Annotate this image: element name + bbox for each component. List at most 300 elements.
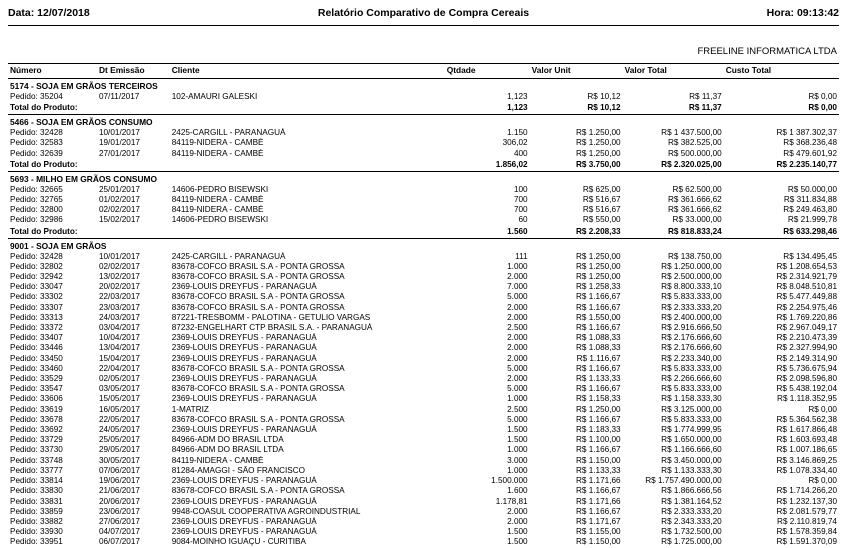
table-cell: 2.000 bbox=[507, 312, 528, 322]
table-row[interactable] bbox=[8, 486, 839, 496]
table-row[interactable] bbox=[8, 374, 839, 384]
product-total-label: Total do Produto: bbox=[10, 226, 78, 236]
table-cell: R$ 1.183,33 bbox=[575, 425, 621, 435]
table-cell: R$ 1.725.000,00 bbox=[661, 537, 722, 547]
table-row[interactable] bbox=[8, 303, 839, 313]
table-cell: 1,123 bbox=[507, 92, 528, 101]
table-row[interactable] bbox=[8, 517, 839, 527]
table-cell: Pedido: 33606 bbox=[10, 394, 63, 404]
table-cell: 10/01/2017 bbox=[98, 251, 140, 261]
table-cell: R$ 1.133,33 bbox=[575, 465, 621, 475]
table-cell: R$ 2.081.579,77 bbox=[776, 506, 837, 516]
table-cell: 2.000 bbox=[507, 333, 528, 343]
table-cell: R$ 1.116,67 bbox=[576, 353, 621, 363]
table-cell: 24/05/2017 bbox=[98, 425, 140, 435]
table-cell: R$ 361.666,62 bbox=[667, 205, 722, 215]
table-cell: R$ 1.250,00 bbox=[575, 251, 621, 261]
table-cell: R$ 1.250,00 bbox=[575, 272, 621, 282]
table-cell: R$ 1.118.352,95 bbox=[777, 394, 837, 404]
product-total-value: R$ 633.298,46 bbox=[783, 226, 837, 236]
product-group-header bbox=[8, 238, 839, 252]
table-cell: Pedido: 33692 bbox=[10, 425, 63, 435]
table-cell: Pedido: 32639 bbox=[10, 148, 63, 158]
table-cell: 02/05/2017 bbox=[98, 374, 140, 384]
table-cell: 24/03/2017 bbox=[98, 312, 140, 322]
table-cell: R$ 1.550,00 bbox=[575, 312, 621, 322]
table-cell: 19/06/2017 bbox=[98, 476, 140, 486]
column-header-qtdade: Qtdade bbox=[445, 64, 530, 79]
table-cell: R$ 2.149.314,90 bbox=[776, 353, 837, 363]
product-total-value: R$ 2.208,33 bbox=[575, 226, 621, 236]
table-cell: R$ 1.650.000,00 bbox=[661, 435, 722, 445]
table-cell: R$ 550,00 bbox=[582, 215, 621, 225]
product-group-header bbox=[8, 115, 839, 129]
table-cell: 22/04/2017 bbox=[98, 363, 140, 373]
table-cell: R$ 3.125.000,00 bbox=[661, 404, 722, 414]
table-cell: 15/02/2017 bbox=[98, 215, 140, 225]
table-cell: 10/04/2017 bbox=[98, 333, 140, 343]
table-cell: Pedido: 33529 bbox=[10, 374, 63, 384]
table-row[interactable] bbox=[8, 272, 839, 282]
table-cell: R$ 1.171,66 bbox=[575, 476, 621, 486]
table-cell: Pedido: 33729 bbox=[10, 435, 63, 445]
table-cell: 2425-CARGILL - PARANAGUÁ bbox=[171, 128, 286, 138]
table-cell: R$ 500.000,00 bbox=[667, 148, 722, 158]
product-total-row bbox=[8, 102, 839, 115]
table-cell: 2369-LOUIS DREYFUS - PARANAGUÁ bbox=[171, 425, 317, 435]
table-cell: 2.000 bbox=[507, 353, 528, 363]
table-cell: Pedido: 33407 bbox=[10, 333, 63, 343]
table-row[interactable] bbox=[8, 354, 839, 364]
table-cell: R$ 2.333.333,20 bbox=[661, 506, 722, 516]
table-cell: 01/02/2017 bbox=[98, 195, 140, 205]
table-cell: Pedido: 33748 bbox=[10, 455, 63, 465]
table-cell: R$ 5.364.562,38 bbox=[776, 414, 837, 424]
table-cell: R$ 1.007.186,65 bbox=[776, 445, 837, 455]
table-cell: R$ 50.000,00 bbox=[787, 184, 837, 194]
product-total-row bbox=[8, 226, 839, 239]
table-cell: Pedido: 33882 bbox=[10, 516, 63, 526]
table-row[interactable] bbox=[8, 435, 839, 445]
table-cell: R$ 368.236,48 bbox=[783, 138, 837, 148]
table-row[interactable] bbox=[8, 292, 839, 302]
table-cell: 04/07/2017 bbox=[98, 527, 140, 537]
table-row[interactable] bbox=[8, 215, 839, 225]
table-cell: 2.000 bbox=[507, 272, 528, 282]
table-cell: 02/02/2017 bbox=[98, 205, 140, 215]
table-cell: 84966-ADM DO BRASIL LTDA bbox=[171, 435, 284, 445]
table-cell: Pedido: 33302 bbox=[10, 292, 63, 302]
table-cell: R$ 1.100,00 bbox=[575, 435, 621, 445]
table-row[interactable] bbox=[8, 343, 839, 353]
table-row[interactable] bbox=[8, 405, 839, 415]
table-cell: R$ 3.450.000,00 bbox=[661, 455, 722, 465]
product-total-value: 1.560 bbox=[507, 226, 528, 236]
table-cell: R$ 1.250,00 bbox=[575, 261, 621, 271]
table-cell: Pedido: 33814 bbox=[10, 476, 63, 486]
table-cell: 25/01/2017 bbox=[98, 184, 140, 194]
table-cell: R$ 1.732.500,00 bbox=[661, 527, 722, 537]
column-header-dt-emissao: Dt Emissão bbox=[97, 64, 170, 79]
table-cell: Pedido: 33619 bbox=[10, 404, 63, 414]
table-cell: R$ 2.233.340,00 bbox=[661, 353, 722, 363]
table-row[interactable] bbox=[8, 507, 839, 517]
table-row[interactable] bbox=[8, 456, 839, 466]
table-cell: R$ 21.999,78 bbox=[787, 215, 837, 225]
table-cell: R$ 625,00 bbox=[582, 184, 621, 194]
table-cell: 1.500 bbox=[507, 527, 528, 537]
table-cell: R$ 1.617.866,48 bbox=[776, 425, 837, 435]
table-cell: R$ 1.155,00 bbox=[575, 527, 621, 537]
table-cell: R$ 1.133,33 bbox=[575, 374, 621, 384]
table-cell: 87221-TRESBOMM - PALOTINA - GETULIO VARGAS bbox=[171, 312, 371, 322]
table-row[interactable] bbox=[8, 425, 839, 435]
table-cell: 102-AMAURI GALESKI bbox=[171, 92, 258, 101]
table-cell: 1.500.000 bbox=[491, 476, 528, 486]
table-cell: Pedido: 32942 bbox=[10, 272, 63, 282]
table-cell: R$ 10,12 bbox=[587, 92, 621, 101]
company-name: FREELINE INFORMATICA LTDA bbox=[697, 46, 837, 57]
table-cell: 87232-ENGELHART CTP BRASIL S.A. - PARANAGUÁ bbox=[171, 323, 373, 333]
table-cell: R$ 1.158,33 bbox=[575, 394, 621, 404]
table-row[interactable] bbox=[8, 476, 839, 486]
product-total-value: R$ 2.320.025,00 bbox=[661, 159, 722, 169]
table-cell: R$ 2.210.473,39 bbox=[776, 333, 837, 343]
table-cell: 20/06/2017 bbox=[98, 496, 140, 506]
table-cell: R$ 62.500,00 bbox=[672, 184, 722, 194]
table-cell: R$ 1.166,67 bbox=[575, 506, 621, 516]
table-cell: 83678-COFCO BRASIL S.A - PONTA GROSSA bbox=[171, 486, 345, 496]
table-cell: R$ 1.381.164,52 bbox=[661, 496, 722, 506]
table-cell: 15/05/2017 bbox=[98, 394, 140, 404]
report-time: Hora: 09:13:42 bbox=[766, 7, 839, 19]
table-cell: Pedido: 32428 bbox=[10, 251, 63, 261]
table-cell: R$ 1 387.302,37 bbox=[776, 128, 837, 138]
table-cell: R$ 1.774.999,95 bbox=[661, 425, 722, 435]
table-cell: 5.000 bbox=[507, 384, 528, 394]
table-cell: R$ 1.088,33 bbox=[575, 343, 621, 353]
table-cell: R$ 1.166,67 bbox=[575, 414, 621, 424]
table-cell: 2.000 bbox=[507, 343, 528, 353]
table-cell: R$ 5.477.449,88 bbox=[776, 292, 837, 302]
table-cell: 07/06/2017 bbox=[98, 465, 140, 475]
table-cell: R$ 1.591.370,09 bbox=[776, 537, 837, 547]
table-cell: 84119-NIDERA - CAMBÉ bbox=[171, 148, 264, 158]
table-cell: R$ 2.254.975,46 bbox=[776, 302, 837, 312]
table-cell: 23/03/2017 bbox=[98, 302, 140, 312]
table-cell: R$ 138.750,00 bbox=[667, 251, 722, 261]
table-cell: Pedido: 33450 bbox=[10, 353, 63, 363]
product-total-value: R$ 10,12 bbox=[587, 103, 621, 113]
table-row[interactable] bbox=[8, 537, 839, 547]
table-cell: R$ 1.250.000,00 bbox=[661, 261, 722, 271]
table-cell: Pedido: 33307 bbox=[10, 302, 63, 312]
product-group-title: 9001 - SOJA EM GRÃOS bbox=[8, 238, 839, 252]
table-cell: R$ 249.463,80 bbox=[783, 205, 837, 215]
table-row[interactable] bbox=[8, 252, 839, 262]
table-cell: R$ 1.250,00 bbox=[575, 138, 621, 148]
table-cell: Pedido: 33460 bbox=[10, 363, 63, 373]
table-cell: R$ 1.258,33 bbox=[575, 282, 621, 292]
table-cell: 07/11/2017 bbox=[98, 92, 140, 101]
table-cell: 22/03/2017 bbox=[98, 292, 140, 302]
table-cell: R$ 1.208.654,53 bbox=[776, 261, 837, 271]
table-row[interactable] bbox=[8, 384, 839, 394]
table-cell: R$ 1.166,67 bbox=[575, 292, 621, 302]
table-cell: 14606-PEDRO BISEWSKI bbox=[171, 184, 269, 194]
column-header-valor-unit: Valor Unit bbox=[530, 64, 623, 79]
table-cell: Pedido: 33313 bbox=[10, 312, 63, 322]
table-cell: 84119-NIDERA - CAMBÉ bbox=[171, 138, 264, 148]
table-cell: Pedido: 33830 bbox=[10, 486, 63, 496]
table-cell: R$ 11,37 bbox=[689, 92, 722, 101]
table-cell: 13/02/2017 bbox=[98, 272, 140, 282]
table-cell: 1.500 bbox=[507, 537, 528, 547]
table-cell: R$ 516,67 bbox=[582, 195, 621, 205]
product-group-title: 5174 - SOJA EM GRÃOS TERCEIROS bbox=[10, 81, 158, 91]
table-cell: R$ 479.601,92 bbox=[783, 148, 837, 158]
table-cell: R$ 2.400.000,00 bbox=[661, 312, 722, 322]
table-cell: 02/02/2017 bbox=[98, 261, 140, 271]
table-row[interactable] bbox=[8, 394, 839, 404]
table-row[interactable] bbox=[8, 138, 839, 148]
table-cell: R$ 3.146.869,25 bbox=[776, 455, 837, 465]
table-cell: 2369-LOUIS DREYFUS - PARANAGUÁ bbox=[171, 374, 317, 384]
table-cell: Pedido: 33859 bbox=[10, 506, 63, 516]
column-header-valor-total: Valor Total bbox=[623, 64, 724, 79]
table-cell: R$ 1.166.666,60 bbox=[661, 445, 722, 455]
table-cell: R$ 1.166,67 bbox=[575, 486, 621, 496]
table-cell: 700 bbox=[513, 205, 528, 215]
table-row[interactable] bbox=[8, 497, 839, 507]
report-date: Data: 12/07/2018 bbox=[8, 7, 90, 19]
table-cell: 83678-COFCO BRASIL S.A - PONTA GROSSA bbox=[171, 384, 345, 394]
table-row[interactable] bbox=[8, 262, 839, 272]
table-cell: R$ 1.866.666,56 bbox=[661, 486, 722, 496]
table-cell: 83678-COFCO BRASIL S.A - PONTA GROSSA bbox=[171, 302, 345, 312]
table-cell: 30/05/2017 bbox=[98, 455, 140, 465]
table-cell: 81284-AMAGGI - SÃO FRANCISCO bbox=[171, 465, 306, 475]
table-cell: Pedido: 33831 bbox=[10, 496, 63, 506]
table-cell: 2.500 bbox=[507, 404, 528, 414]
table-row[interactable] bbox=[8, 415, 839, 425]
table-cell: R$ 1.166,67 bbox=[575, 384, 621, 394]
table-cell: R$ 5.833.333,00 bbox=[661, 363, 722, 373]
table-cell: R$ 5.833.333,00 bbox=[661, 292, 722, 302]
column-header-cliente: Cliente bbox=[170, 64, 445, 79]
document-header bbox=[8, 0, 839, 19]
table-cell: R$ 1.250,00 bbox=[575, 148, 621, 158]
product-group-title: 5693 - MILHO EM GRÃOS CONSUMO bbox=[8, 171, 839, 185]
table-cell: 23/06/2017 bbox=[98, 506, 140, 516]
table-cell: R$ 2.343.333,20 bbox=[661, 516, 722, 526]
table-cell: R$ 516,67 bbox=[582, 205, 621, 215]
table-cell: R$ 1.250,00 bbox=[575, 404, 621, 414]
product-group-title: 5466 - SOJA EM GRÃOS CONSUMO bbox=[8, 115, 839, 129]
table-header-row bbox=[8, 64, 839, 79]
table-cell: R$ 382.525,00 bbox=[667, 138, 722, 148]
table-cell: 306,02 bbox=[502, 138, 528, 148]
table-cell: 1.500 bbox=[507, 425, 528, 435]
table-cell: 25/05/2017 bbox=[98, 435, 140, 445]
table-cell: 1.178,81 bbox=[495, 496, 528, 506]
table-cell: R$ 1.232.137,30 bbox=[776, 496, 837, 506]
table-cell: 2369-LOUIS DREYFUS - PARANAGUÁ bbox=[171, 394, 317, 404]
table-cell: Pedido: 32765 bbox=[10, 195, 63, 205]
table-cell: R$ 2.314.921,79 bbox=[776, 272, 837, 282]
table-cell: 2369-LOUIS DREYFUS - PARANAGUÁ bbox=[171, 516, 317, 526]
table-cell: R$ 1.166,67 bbox=[575, 302, 621, 312]
column-header-numero: Número bbox=[8, 64, 97, 79]
table-row[interactable] bbox=[8, 149, 839, 159]
table-cell: 13/04/2017 bbox=[98, 343, 140, 353]
table-cell: 9084-MOINHO IGUAÇU - CURITIBA bbox=[171, 537, 306, 547]
table-cell: R$ 1.133.333,30 bbox=[661, 465, 722, 475]
product-group-header bbox=[8, 171, 839, 185]
product-total-value: R$ 3.750,00 bbox=[575, 159, 621, 169]
table-cell: 2369-LOUIS DREYFUS - PARANAGUÁ bbox=[171, 282, 317, 292]
table-cell: R$ 5.833.333,00 bbox=[661, 384, 722, 394]
table-cell: 29/05/2017 bbox=[98, 445, 140, 455]
table-cell: 27/06/2017 bbox=[98, 516, 140, 526]
table-cell: 700 bbox=[513, 195, 528, 205]
table-row[interactable] bbox=[8, 92, 839, 102]
table-cell: Pedido: 32986 bbox=[10, 215, 63, 225]
table-cell: R$ 1.250,00 bbox=[575, 128, 621, 138]
table-cell: R$ 1.578.359,84 bbox=[776, 527, 837, 537]
table-row[interactable] bbox=[8, 323, 839, 333]
table-row[interactable] bbox=[8, 364, 839, 374]
table-cell: R$ 2.967.049,17 bbox=[776, 323, 837, 333]
table-cell: R$ 361.666,62 bbox=[667, 195, 722, 205]
table-cell: R$ 2.333.333,20 bbox=[661, 302, 722, 312]
table-row[interactable] bbox=[8, 282, 839, 292]
table-cell: 7.000 bbox=[507, 282, 528, 292]
report-table bbox=[8, 63, 839, 548]
table-cell: 1.600 bbox=[507, 486, 528, 496]
table-cell: 06/07/2017 bbox=[98, 537, 140, 547]
table-row[interactable] bbox=[8, 195, 839, 205]
table-row[interactable] bbox=[8, 313, 839, 323]
table-row[interactable] bbox=[8, 333, 839, 343]
table-cell: R$ 1.166,67 bbox=[575, 445, 621, 455]
product-total-value: R$ 11,37 bbox=[688, 103, 722, 113]
product-total-value: 1,123 bbox=[507, 103, 528, 113]
table-cell: 16/05/2017 bbox=[98, 404, 140, 414]
table-cell: 83678-COFCO BRASIL S.A - PONTA GROSSA bbox=[171, 414, 345, 424]
table-cell: Pedido: 33678 bbox=[10, 414, 63, 424]
table-cell: 1-MATRIZ bbox=[171, 404, 209, 414]
table-row[interactable] bbox=[8, 466, 839, 476]
table-cell: 84966-ADM DO BRASIL LTDA bbox=[171, 445, 284, 455]
table-row[interactable] bbox=[8, 205, 839, 215]
table-cell: R$ 33.000,00 bbox=[672, 215, 722, 225]
table-cell: R$ 1.757.490.000,00 bbox=[645, 476, 722, 486]
table-cell: Pedido: 33951 bbox=[10, 537, 63, 547]
table-cell: 84119-NIDERA - CAMBÉ bbox=[171, 455, 264, 465]
table-cell: R$ 1.171,67 bbox=[575, 516, 621, 526]
table-cell: R$ 311.834,88 bbox=[783, 195, 837, 205]
table-cell: 1.500 bbox=[507, 435, 528, 445]
table-cell: 1.000 bbox=[507, 261, 528, 271]
table-cell: R$ 1.166,67 bbox=[575, 323, 621, 333]
table-cell: 20/02/2017 bbox=[98, 282, 140, 292]
product-total-label: Total do Produto: bbox=[10, 103, 78, 113]
table-cell: 1.000 bbox=[507, 394, 528, 404]
table-cell: 2369-LOUIS DREYFUS - PARANAGUÁ bbox=[171, 333, 317, 343]
table-cell: 2.500 bbox=[507, 323, 528, 333]
table-cell: R$ 0,00 bbox=[808, 92, 837, 101]
table-row[interactable] bbox=[8, 185, 839, 195]
table-cell: 83678-COFCO BRASIL S.A - PONTA GROSSA bbox=[171, 272, 345, 282]
table-cell: 2.000 bbox=[507, 516, 528, 526]
table-cell: R$ 5.833.333,00 bbox=[661, 414, 722, 424]
header-divider bbox=[8, 25, 839, 26]
table-cell: 83678-COFCO BRASIL S.A - PONTA GROSSA bbox=[171, 261, 345, 271]
table-cell: R$ 1.171,66 bbox=[575, 496, 621, 506]
table-cell: 5.000 bbox=[507, 363, 528, 373]
table-cell: Pedido: 32802 bbox=[10, 261, 63, 271]
table-cell: R$ 2.916.666,50 bbox=[661, 323, 722, 333]
table-cell: 2.000 bbox=[507, 302, 528, 312]
table-cell: R$ 1.150,00 bbox=[575, 455, 621, 465]
product-total-value: R$ 0,00 bbox=[808, 103, 837, 113]
table-header bbox=[8, 64, 839, 79]
table-row[interactable] bbox=[8, 527, 839, 537]
report-title: Relatório Comparativo de Compra Cereais bbox=[317, 7, 530, 19]
table-cell: R$ 2.110.819,74 bbox=[777, 516, 837, 526]
table-cell: R$ 5.736.675,94 bbox=[776, 363, 837, 373]
column-header-custo-total: Custo Total bbox=[724, 64, 839, 79]
table-cell: 60 bbox=[518, 215, 528, 225]
table-cell: R$ 1 437.500,00 bbox=[661, 128, 722, 138]
table-cell: R$ 8.800.333,10 bbox=[661, 282, 722, 292]
product-group-header bbox=[8, 79, 839, 93]
table-cell: Pedido: 33730 bbox=[10, 445, 63, 455]
table-cell: 83678-COFCO BRASIL S.A - PONTA GROSSA bbox=[171, 363, 345, 373]
product-total-row bbox=[8, 159, 839, 172]
table-cell: 03/04/2017 bbox=[98, 323, 140, 333]
table-cell: 100 bbox=[513, 184, 528, 194]
table-cell: R$ 1.158.333,30 bbox=[661, 394, 722, 404]
table-cell: 111 bbox=[515, 251, 528, 261]
table-cell: 400 bbox=[513, 148, 528, 158]
table-cell: 5.000 bbox=[507, 292, 528, 302]
table-cell: R$ 8.048.510,81 bbox=[776, 282, 837, 292]
table-cell: R$ 1.078.334,40 bbox=[776, 465, 837, 475]
table-cell: 21/06/2017 bbox=[98, 486, 140, 496]
table-cell: 19/01/2017 bbox=[98, 138, 140, 148]
table-cell: Pedido: 32428 bbox=[10, 128, 63, 138]
table-cell: 2369-LOUIS DREYFUS - PARANAGUÁ bbox=[171, 496, 317, 506]
table-cell: 10/01/2017 bbox=[98, 128, 140, 138]
table-cell: R$ 2.500.000,00 bbox=[661, 272, 722, 282]
table-cell: R$ 2.176.666,60 bbox=[661, 343, 722, 353]
table-cell: 14606-PEDRO BISEWSKI bbox=[171, 215, 269, 225]
table-cell: R$ 1.769.220,86 bbox=[776, 312, 837, 322]
table-cell: 27/01/2017 bbox=[98, 148, 140, 158]
table-cell: 2369-LOUIS DREYFUS - PARANAGUÁ bbox=[171, 353, 317, 363]
table-row[interactable] bbox=[8, 445, 839, 455]
table-cell: Pedido: 33446 bbox=[10, 343, 63, 353]
table-cell: 2369-LOUIS DREYFUS - PARANAGUÁ bbox=[171, 343, 317, 353]
table-cell: 9948-COASUL COOPERATIVA AGROINDUSTRIAL bbox=[171, 506, 361, 516]
table-cell: 1.000 bbox=[507, 465, 528, 475]
table-cell: 3.000 bbox=[507, 455, 528, 465]
table-cell: Pedido: 32583 bbox=[10, 138, 63, 148]
table-body bbox=[8, 79, 839, 548]
table-row[interactable] bbox=[8, 128, 839, 138]
